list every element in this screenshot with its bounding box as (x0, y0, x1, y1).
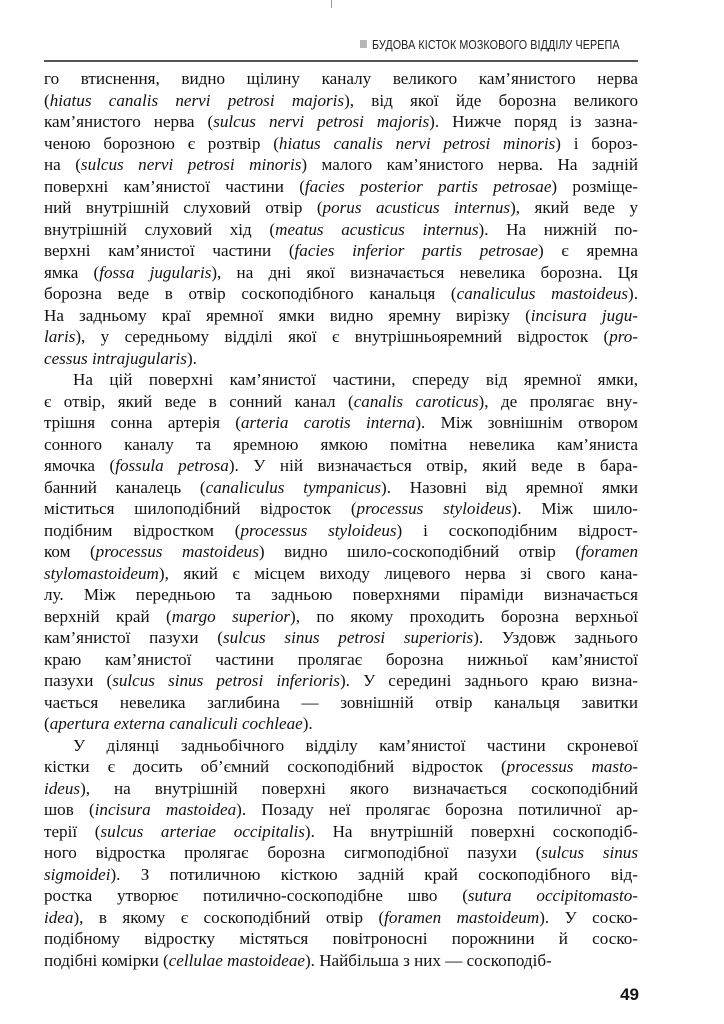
text-line: кам’янистого нерва (sulcus nervi petrosi majoris). Нижче поряд із зазна- (44, 112, 638, 131)
text-line: У ділянці задньобічного відділу кам’янистої частини скроневої (73, 735, 638, 755)
header-rule (44, 60, 638, 62)
text-line: міститься шилоподібний відросток (processus styloideus). Між шило- (44, 499, 638, 518)
paragraph (44, 735, 638, 972)
page-number: 49 (620, 985, 639, 1004)
running-header (360, 38, 620, 52)
text-line: sigmoidei). З потиличною кісткою задній край соскоподібного від- (44, 864, 638, 884)
page-top-tick (331, 0, 332, 8)
text-line: сонного каналу та яремною ямкою помітна невелика кам’яниста (44, 434, 638, 454)
text-line: ного відростка пролягає борозна сигмоподібної пазухи (sulcus sinus (44, 843, 639, 862)
text-line: ченою борозною є розтвір (hiatus canalis nervi petrosi minoris) і бороз- (44, 133, 638, 153)
text-line: подібному відростку містяться повітроносні порожнини й соско- (44, 929, 638, 948)
text-line: ростка утворює потилично-соскоподібне шво (sutura occipitomasto- (44, 886, 638, 905)
header-square-marker (360, 40, 367, 48)
text-line: (hiatus canalis nervi petrosi majoris), від якої йде борозна великого (44, 90, 638, 110)
text-line: поверхні кам’янистої частини (facies posterior partis petrosae) розміще- (44, 176, 639, 196)
text-line: ideus), на внутрішній поверхні якого визначається соскоподібний (44, 778, 638, 798)
text-line: подібним відростком (processus styloideus) і соскоподібним відрост- (44, 520, 638, 540)
text-line: подібні комірки (cellulae mastoideae). Найбільша з них — соскоподіб- (44, 950, 552, 970)
text-line: банний каналець (canaliculus tympanicus). Назовні від яремної ямки (44, 477, 638, 497)
text-line: laris), у середньому відділі якої є внутрішньояремний відросток (pro- (44, 327, 638, 346)
text-line: кістки є досить об’ємний соскоподібний відросток (processus masto- (44, 757, 638, 776)
text-line: шов (incisura mastoidea). Позаду неї пролягає борозна потиличної ар- (44, 800, 639, 819)
text-line: кам’янистої пазухи (sulcus sinus petrosi superioris). Уздовж заднього (44, 628, 638, 647)
text-line: внутрішній слуховий хід (meatus acusticus internus). На нижній по- (44, 219, 638, 239)
text-line: терії (sulcus arteriae occipitalis). На внутрішній поверхні соскоподіб- (44, 821, 638, 841)
body-text (44, 68, 638, 971)
text-line: верхній край (margo superior), по якому проходить борозна верхньої (44, 606, 638, 626)
text-line: на (sulcus nervi petrosi minoris) малого кам’янистого нерва. На задній (44, 155, 638, 174)
text-line: ямочка (fossula petrosa). У ній визначається отвір, який веде в бара- (44, 456, 638, 475)
text-line: пазухи (sulcus sinus petrosi inferioris). У середині заднього краю визна- (44, 671, 638, 690)
text-line: верхні кам’янистої частини (facies inferior partis petrosae) є яремна (44, 241, 638, 260)
text-line: ком (processus mastoideus) видно шило-соскоподібний отвір (foramen (44, 542, 639, 561)
text-line: го втиснення, видно щілину каналу великого кам’янистого нерва (44, 69, 638, 88)
text-line: є отвір, який веде в сонний канал (canalis caroticus), де пролягає вну- (44, 391, 638, 411)
text-line: чається невелика заглибина — зовнішній отвір канальця завитки (44, 692, 638, 712)
text-line: трішня сонна артерія (arteria carotis interna). Між зовнішнім отвором (44, 413, 638, 432)
paragraph (44, 68, 638, 369)
text-line: cessus intrajugularis). (44, 348, 197, 368)
text-line: краю кам’янистої частини пролягає борозна нижньої кам’янистої (44, 649, 638, 669)
text-line: ямка (fossa jugularis), на дні якої визначається невелика борозна. Ця (44, 262, 638, 282)
text-line: idea), в якому є соскоподібний отвір (foramen mastoideum). У соско- (44, 907, 638, 927)
running-title: БУДОВА КІСТОК МОЗКОВОГО ВІДДІЛУ ЧЕРЕПА (372, 38, 620, 52)
text-line: На цій поверхні кам’янистої частини, спереду від яремної ямки, (73, 370, 638, 389)
text-line: На задньому краї яремної ямки видно яремну вирізку (incisura jugu- (44, 305, 639, 325)
text-line: (apertura externa canaliculi cochleae). (44, 714, 313, 733)
paragraph (44, 369, 638, 735)
text-line: stylomastoideum), який є місцем виходу лицевого нерва зі свого кана- (44, 563, 638, 583)
text-line: борозна веде в отвір соскоподібного канальця (canaliculus mastoideus). (44, 284, 638, 303)
text-line: ний внутрішній слуховий отвір (porus acusticus internus), який веде у (44, 198, 639, 217)
text-line: лу. Між передньою та задньою поверхнями піраміди визначається (44, 585, 638, 604)
